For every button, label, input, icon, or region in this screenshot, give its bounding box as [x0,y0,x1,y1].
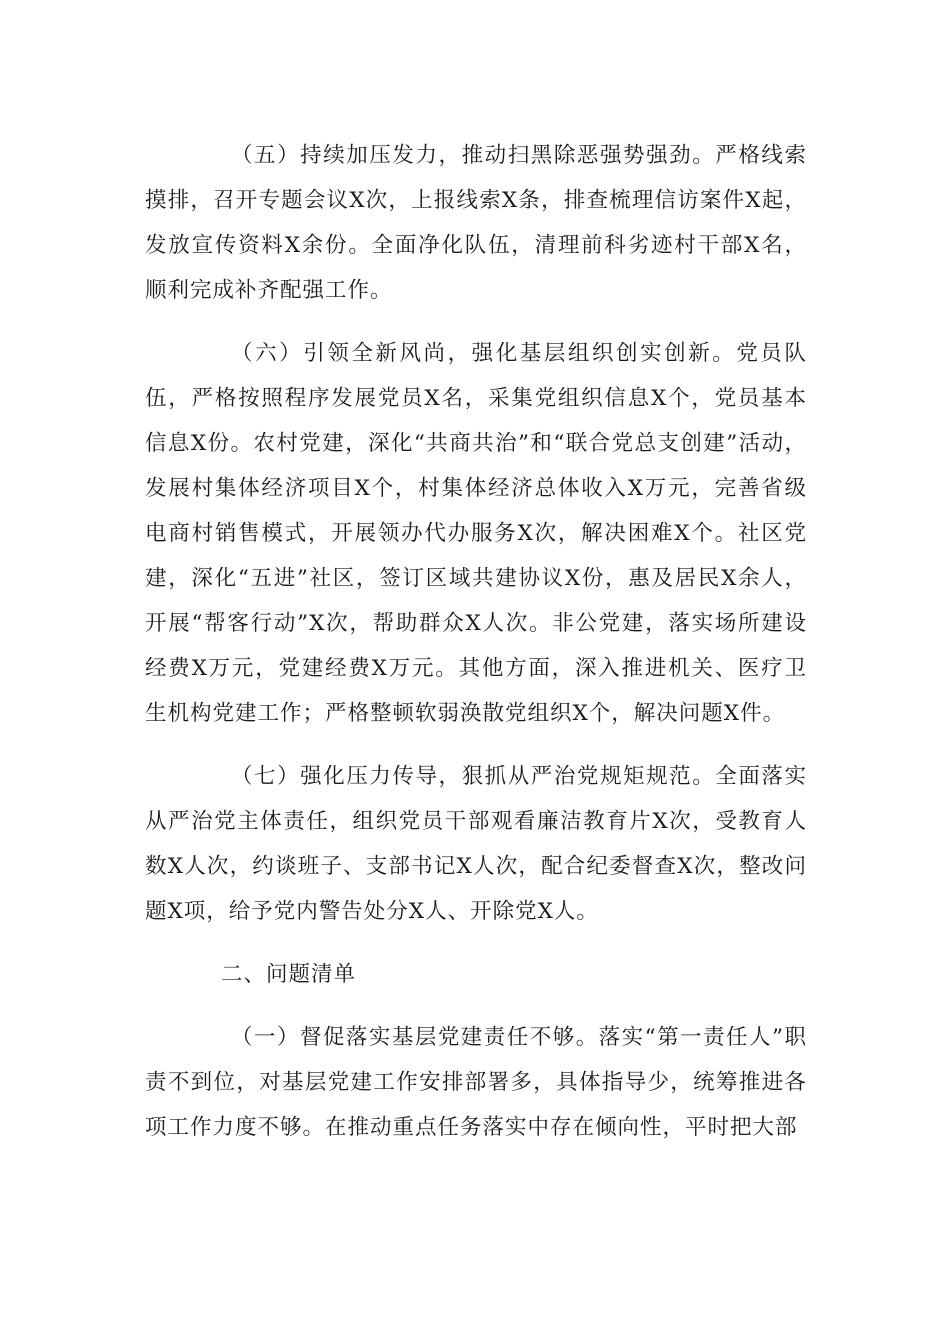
section-heading-problem-list: 二、问题清单 [221,962,357,987]
paragraph-section-6: （六）引领全新风尚，强化基层组织创实创新。党员队伍，严格按照程序发展党员X名，采集党组织信息X个，党员基本信息X份。农村党建，深化“共商共治”和“联合党总支创建”活动，发展村集体经济项目X个，村集体经济总体收入X万元，完善省级电商村销售模式，开展领办代办服务X次，解决困难X个。社区党建，深化“五进”社区，签订区域共建协议X份，惠及居民X余人，开展“帮客行动”X次，帮助群众X人次。非公党建，落实场所建设经费X万元，党建经费X万元。其他方面，深入推进机关、医疗卫生机构党建工作；严格整顿软弱涣散党组织X个，解决问题X件。 [145,341,807,726]
paragraph-section-7: （七）强化压力传导，狠抓从严治党规矩规范。全面落实从严治党主体责任，组织党员干部观看廉洁教育片X次，受教育人数X人次，约谈班子、支部书记X人次，配合纪委督查X次，整改问题X项，给予党内警告处分X人、开除党X人。 [145,764,807,924]
paragraph-section-5: （五）持续加压发力，推动扫黑除恶强势强劲。严格线索摸排，召开专题会议X次，上报线索X条，排查梳理信访案件X起，发放宣传资料X余份。全面净化队伍，清理前科劣迹村干部X名，顺利完成补齐配强工作。 [145,143,807,303]
paragraph-problem-1: （一）督促落实基层党建责任不够。落实“第一责任人”职责不到位，对基层党建工作安排部署多，具体指导少，统筹推进各项工作力度不够。在推动重点任务落实中存在倾向性，平时把大部 [145,1025,807,1140]
document-body [145,133,807,1150]
